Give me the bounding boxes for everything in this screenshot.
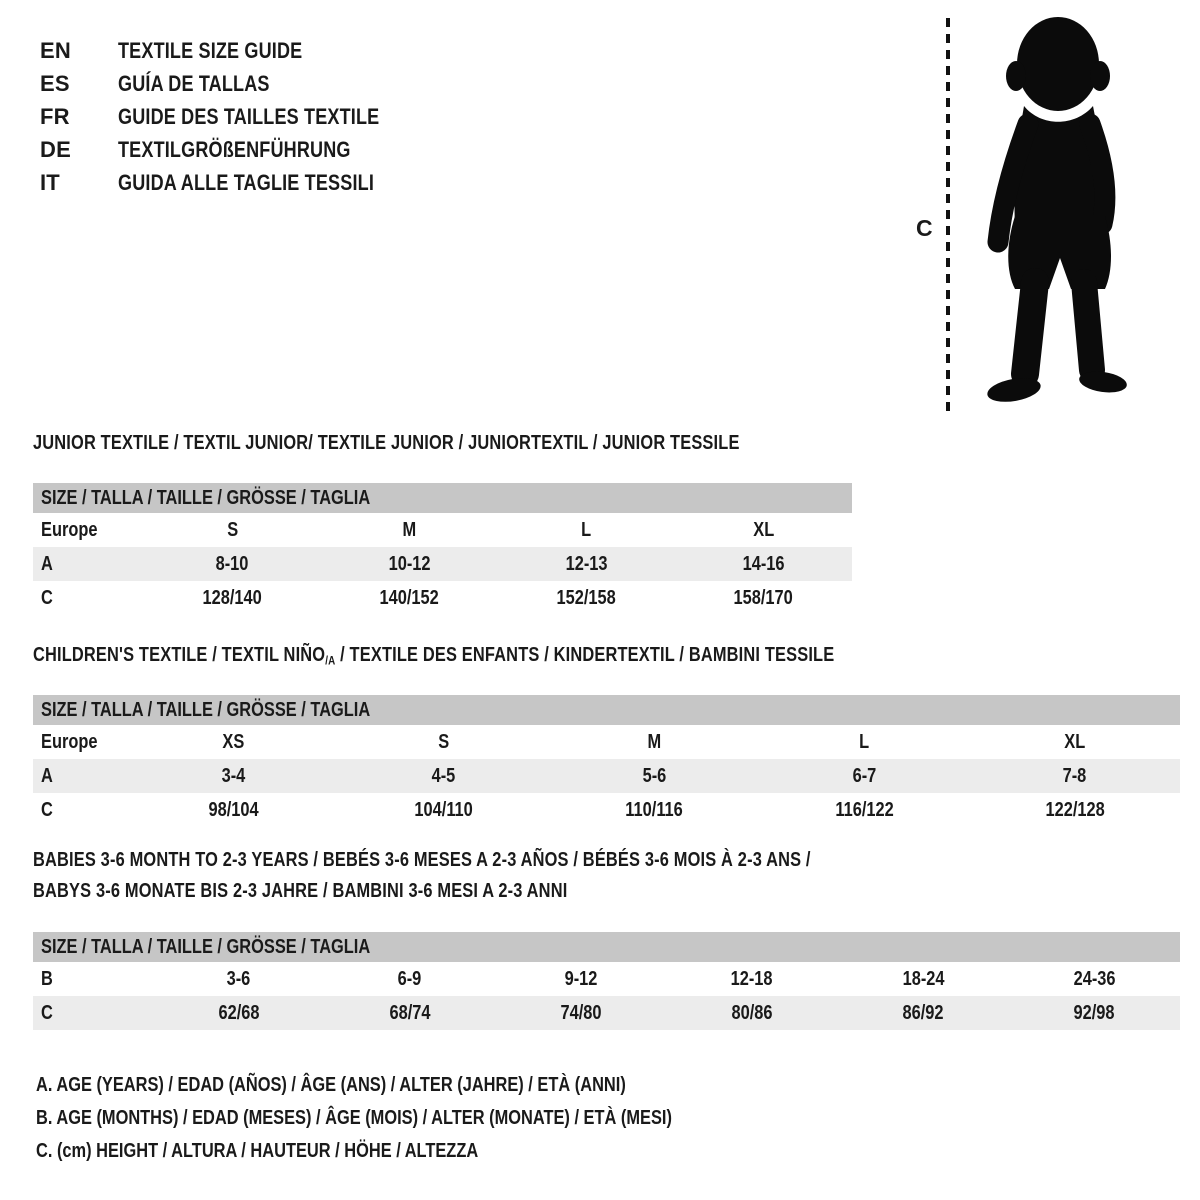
- table-cell: [970, 793, 1180, 827]
- cell-text: 6-9: [397, 967, 422, 990]
- table-cell: [675, 547, 852, 581]
- cell-text: 4-5: [431, 764, 456, 787]
- row-label-cell: [33, 793, 128, 827]
- table-cell: [498, 547, 675, 581]
- language-code-de: DE: [40, 137, 71, 162]
- table-cell: [549, 725, 759, 759]
- table-row: [33, 759, 1180, 793]
- table-cell: [338, 793, 548, 827]
- row-label-text: C: [41, 1001, 53, 1024]
- junior-title: [33, 430, 852, 456]
- size-header-text: SIZE / TALLA / TAILLE / GRÖSSE / TAGLIA: [41, 935, 371, 958]
- language-code-fr: FR: [40, 104, 70, 129]
- table-cell: [495, 962, 666, 996]
- language-code-it: IT: [40, 170, 60, 195]
- cell-text: 152/158: [556, 586, 617, 609]
- cell-text: 12-18: [731, 967, 774, 990]
- table-cell: [128, 759, 338, 793]
- babies-title: [33, 845, 1180, 907]
- size-header-text: SIZE / TALLA / TAILLE / GRÖSSE / TAGLIA: [41, 698, 371, 721]
- babies-size-table: [33, 932, 1180, 1030]
- toddler-ear-right: [1090, 61, 1110, 91]
- row-label-cell: [33, 996, 153, 1030]
- row-label-cell: [33, 581, 144, 615]
- table-cell: [970, 759, 1180, 793]
- cell-text: 86/92: [902, 1001, 944, 1024]
- cell-text: 3-4: [221, 764, 246, 787]
- cell-text: 14-16: [742, 552, 785, 575]
- children-title-post: / TEXTILE DES ENFANTS / KINDERTEXTIL / BAMBINI TESSILE: [335, 644, 835, 666]
- row-label-cell: [33, 547, 144, 581]
- table-cell: [324, 962, 495, 996]
- legend-line-a-text: A. AGE (YEARS) / EDAD (AÑOS) / ÂGE (ANS) / ALTER (JAHRE) / ETÀ (ANNI): [36, 1074, 626, 1096]
- table-row: [33, 793, 1180, 827]
- row-label-text: B: [41, 967, 53, 990]
- table-cell: [321, 581, 498, 615]
- cell-text: S: [438, 730, 450, 753]
- junior-section: [33, 430, 852, 615]
- legend: [36, 1069, 812, 1168]
- table-cell: [675, 513, 852, 547]
- legend-line-c-text: C. (cm) HEIGHT / ALTURA / HAUTEUR / HÖHE / ALTEZZA: [36, 1140, 479, 1162]
- cell-text: XL: [753, 518, 774, 541]
- language-row-fr: [40, 100, 437, 133]
- table-cell: [321, 547, 498, 581]
- cell-text: 5-6: [642, 764, 666, 787]
- table-row: [33, 962, 1180, 996]
- cell-text: 7-8: [1062, 764, 1087, 787]
- table-cell: [759, 759, 969, 793]
- table-cell: [838, 962, 1009, 996]
- cell-text: 6-7: [852, 764, 877, 787]
- table-header-row: [33, 483, 852, 513]
- language-row-es: [40, 67, 437, 100]
- table-cell: [759, 725, 969, 759]
- toddler-leg-right: [1084, 282, 1092, 370]
- toddler-ear-left: [1006, 61, 1026, 91]
- children-title-pre: CHILDREN'S TEXTILE / TEXTIL NIÑO: [33, 644, 326, 666]
- junior-size-table: [33, 483, 852, 615]
- guide-title-fr: GUIDE DES TAILLES TEXTILE: [118, 104, 380, 129]
- cell-text: 10-12: [388, 552, 431, 575]
- junior-title-text: JUNIOR TEXTILE / TEXTIL JUNIOR/ TEXTILE JUNIOR / JUNIORTEXTIL / JUNIOR TESSILE: [33, 432, 740, 454]
- cell-text: 8-10: [216, 552, 249, 575]
- toddler-head: [1017, 17, 1099, 111]
- table-cell: [970, 725, 1180, 759]
- row-label-cell: [33, 759, 128, 793]
- table-cell: [838, 996, 1009, 1030]
- cell-text: 62/68: [218, 1001, 260, 1024]
- toddler-silhouette-icon: [888, 4, 1158, 424]
- table-cell: [549, 759, 759, 793]
- row-label-text: Europe: [41, 730, 98, 753]
- guide-title-en: TEXTILE SIZE GUIDE: [118, 38, 303, 63]
- language-row-de: [40, 133, 437, 166]
- cell-text: S: [227, 518, 238, 541]
- cell-text: 12-13: [565, 552, 608, 575]
- cell-text: XL: [1064, 730, 1086, 753]
- toddler-body: [986, 17, 1129, 406]
- table-cell: [128, 725, 338, 759]
- size-header-text: SIZE / TALLA / TAILLE / GRÖSSE / TAGLIA: [41, 486, 371, 509]
- table-cell: [144, 581, 321, 615]
- cell-text: 68/74: [389, 1001, 431, 1024]
- table-cell: [498, 581, 675, 615]
- language-header: [40, 34, 437, 199]
- cell-text: 74/80: [560, 1001, 602, 1024]
- language-row-en: [40, 34, 437, 67]
- legend-line-b-text: B. AGE (MONTHS) / EDAD (MESES) / ÂGE (MOIS) / ALTER (MONATE) / ETÀ (MESI): [36, 1107, 672, 1129]
- table-row: [33, 513, 852, 547]
- table-cell: [675, 581, 852, 615]
- table-cell: [338, 725, 548, 759]
- guide-title-de: TEXTILGRÖßENFÜHRUNG: [118, 137, 351, 162]
- table-cell: [144, 513, 321, 547]
- cell-text: 116/122: [835, 798, 894, 821]
- table-cell: [666, 996, 837, 1030]
- table-cell: [1009, 996, 1180, 1030]
- legend-line-a: [36, 1069, 812, 1102]
- row-label-cell: [33, 725, 128, 759]
- table-cell: [153, 962, 324, 996]
- children-title: [33, 642, 1180, 673]
- table-header-row: [33, 932, 1180, 962]
- table-cell: [498, 513, 675, 547]
- cell-text: L: [859, 730, 870, 753]
- language-code-en: EN: [40, 38, 71, 63]
- size-header-bar: [33, 483, 852, 513]
- height-measure-label: C: [916, 215, 933, 241]
- row-label-text: C: [41, 798, 53, 821]
- babies-title-line1: BABIES 3-6 MONTH TO 2-3 YEARS / BEBÉS 3-6 MESES A 2-3 AÑOS / BÉBÉS 3-6 MOIS À 2-3 ANS /: [33, 849, 811, 871]
- guide-title-it: GUIDA ALLE TAGLIE TESSILI: [118, 170, 374, 195]
- table-cell: [666, 962, 837, 996]
- children-title-sub: /A: [325, 653, 336, 668]
- cell-text: 24-36: [1073, 967, 1116, 990]
- babies-title-line2: BABYS 3-6 MONATE BIS 2-3 JAHRE / BAMBINI 3-6 MESI A 2-3 ANNI: [33, 880, 568, 902]
- table-row: [33, 547, 852, 581]
- cell-text: 92/98: [1073, 1001, 1115, 1024]
- table-header-row: [33, 695, 1180, 725]
- children-title-text: [33, 642, 834, 673]
- cell-text: M: [647, 730, 661, 753]
- size-header-bar: [33, 932, 1180, 962]
- cell-text: 140/152: [379, 586, 440, 609]
- cell-text: 104/110: [414, 798, 473, 821]
- table-cell: [495, 996, 666, 1030]
- children-section: [33, 642, 1180, 827]
- table-cell: [324, 996, 495, 1030]
- table-cell: [321, 513, 498, 547]
- table-row: [33, 725, 1180, 759]
- table-cell: [338, 759, 548, 793]
- cell-text: 128/140: [202, 586, 263, 609]
- row-label-text: A: [41, 764, 53, 787]
- table-cell: [1009, 962, 1180, 996]
- cell-text: XS: [222, 730, 245, 753]
- row-label-text: Europe: [41, 518, 98, 541]
- cell-text: 3-6: [226, 967, 251, 990]
- guide-title-es: GUÍA DE TALLAS: [118, 71, 270, 96]
- row-label-cell: [33, 962, 153, 996]
- table-row: [33, 996, 1180, 1030]
- cell-text: L: [581, 518, 592, 541]
- cell-text: 9-12: [564, 967, 598, 990]
- cell-text: 18-24: [902, 967, 945, 990]
- cell-text: 158/170: [733, 586, 794, 609]
- table-cell: [153, 996, 324, 1030]
- row-label-text: A: [41, 552, 53, 575]
- cell-text: 122/128: [1045, 798, 1105, 821]
- table-cell: [144, 547, 321, 581]
- table-row: [33, 581, 852, 615]
- cell-text: 110/116: [625, 798, 683, 821]
- size-header-bar: [33, 695, 1180, 725]
- language-row-it: [40, 166, 437, 199]
- babies-section: [33, 845, 1180, 1030]
- legend-line-c: [36, 1135, 812, 1168]
- table-cell: [128, 793, 338, 827]
- table-cell: [549, 793, 759, 827]
- children-size-table: [33, 695, 1180, 827]
- height-figure: [888, 4, 1158, 424]
- toddler-leg-left: [1025, 282, 1035, 374]
- legend-line-b: [36, 1102, 812, 1135]
- row-label-text: C: [41, 586, 53, 609]
- row-label-cell: [33, 513, 144, 547]
- cell-text: 98/104: [208, 798, 259, 821]
- cell-text: M: [402, 518, 417, 541]
- table-cell: [759, 793, 969, 827]
- language-code-es: ES: [40, 71, 70, 96]
- cell-text: 80/86: [731, 1001, 773, 1024]
